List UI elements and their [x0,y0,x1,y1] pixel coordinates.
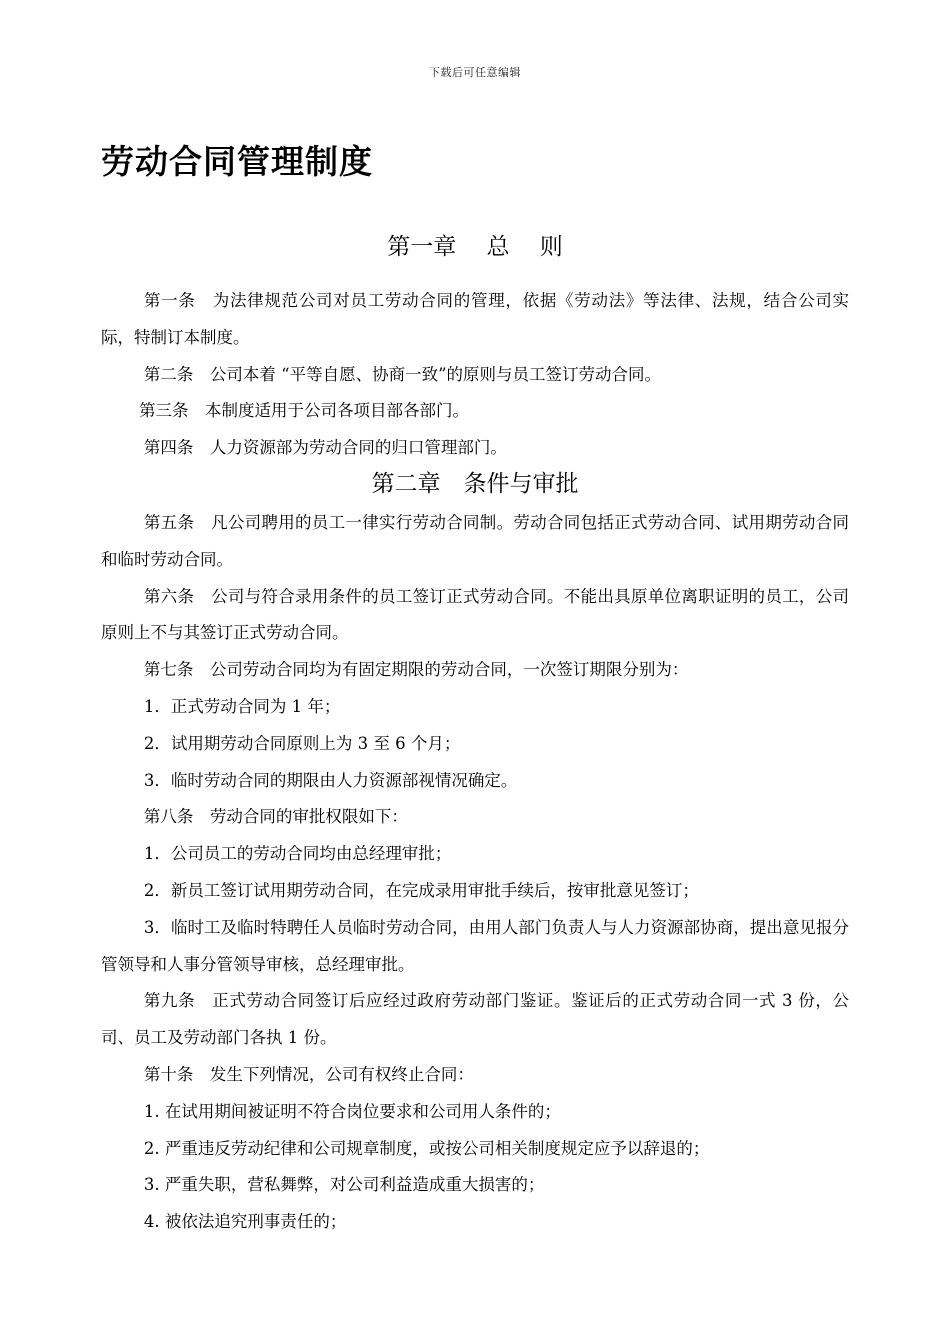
page-header-note: 下载后可任意编辑 [429,66,521,79]
article-10: 第十条 发生下列情况，公司有权终止合同： [143,1064,474,1084]
article-10-item-1: 1. 在试用期间被证明不符合岗位要求和公司用人条件的； [143,1101,561,1121]
document-title: 劳动合同管理制度 [101,142,373,181]
chapter-2-heading: 第二章 条件与审批 [371,471,579,497]
article-3: 第三条 本制度适用于公司各项目部各部门。 [138,401,469,421]
article-5: 第五条 凡公司聘用的员工一律实行劳动合同制。劳动合同包括正式劳动合同、试用期劳动合同和临时劳动合同。 [101,512,849,569]
article-9: 第九条 正式劳动合同签订后应经过政府劳动部门鉴证。鉴证后的正式劳动合同一式 3 份，公司、员工及劳动部门各执 1 份。 [101,991,849,1048]
article-4: 第四条 人力资源部为劳动合同的归口管理部门。 [143,438,507,458]
document-body [101,283,849,1241]
article-7: 第七条 公司劳动合同均为有固定期限的劳动合同，一次签订期限分别为： [143,660,689,680]
article-8-item-1: 1．公司员工的劳动合同均由总经理审批； [143,844,452,864]
article-10-item-2: 2. 严重违反劳动纪律和公司规章制度，或按公司相关制度规定应予以辞退的； [143,1138,710,1158]
article-8: 第八条 劳动合同的审批权限如下： [143,807,408,827]
chapter-1-heading: 第一章 总 则 [387,234,563,260]
article-8-item-2: 2．新员工签订试用期劳动合同，在完成录用审批手续后，按审批意见签订； [143,880,699,900]
article-2: 第二条 公司本着 “平等自愿、协商一致”的原则与员工签订劳动合同。 [143,364,662,384]
article-7-item-2: 2．试用期劳动合同原则上为 3 至 6 个月； [143,733,461,753]
article-7-item-1: 1．正式劳动合同为 1 年； [143,696,341,716]
article-1: 第一条 为法律规范公司对员工劳动合同的管理，依据《劳动法》等法律、法规，结合公司实际，特制订本制度。 [101,291,849,347]
article-10-item-4: 4. 被依法追究刑事责任的； [143,1212,347,1232]
article-7-item-3: 3．临时劳动合同的期限由人力资源部视情况确定。 [143,770,518,790]
article-6: 第六条 公司与符合录用条件的员工签订正式劳动合同。不能出具原单位离职证明的员工，公司原则上不与其签订正式劳动合同。 [101,586,849,643]
article-8-item-3: 3．临时工及临时特聘任人员临时劳动合同，由用人部门负责人与人力资源部协商，提出意见报分管领导和人事分管领导审核，总经理审批。 [101,917,849,974]
article-10-item-3: 3. 严重失职，营私舞弊，对公司利益造成重大损害的； [143,1175,545,1195]
